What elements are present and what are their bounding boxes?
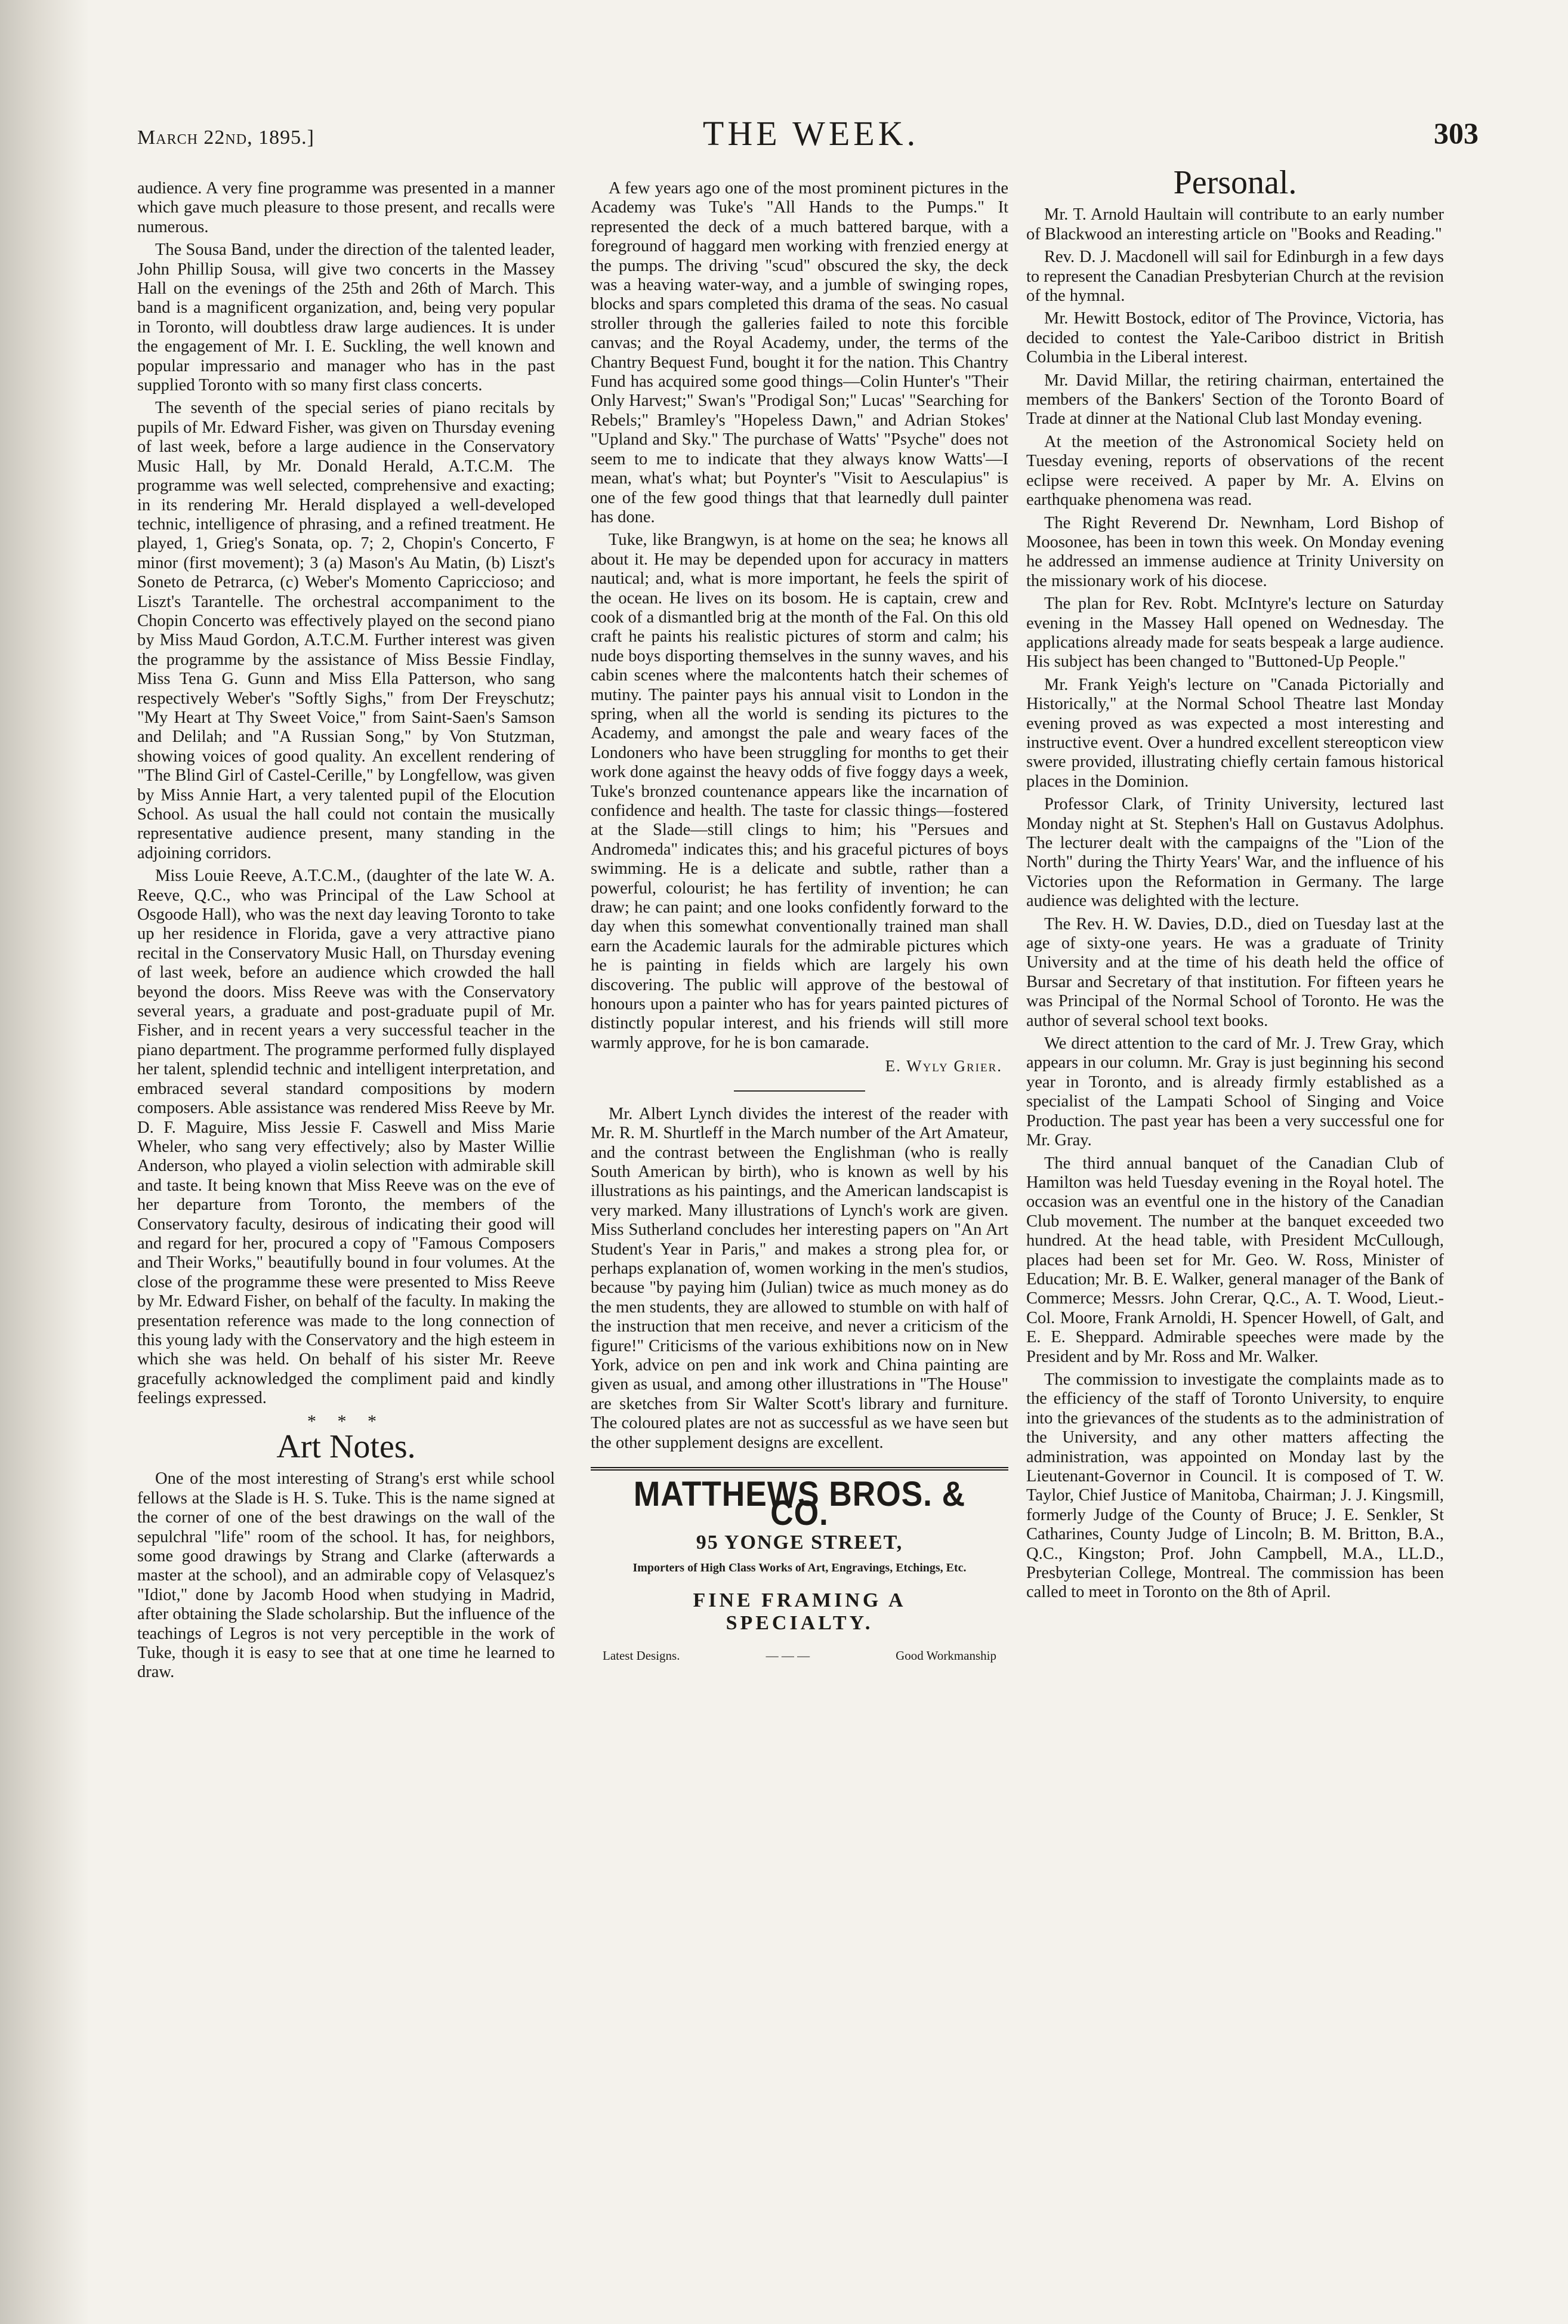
divider-rule — [734, 1090, 865, 1092]
section-divider-stars: * * * — [307, 1411, 385, 1431]
column-left — [137, 179, 555, 1686]
publication-title: THE WEEK. — [702, 114, 919, 153]
article-paragraph: Tuke, like Brangwyn, is at home on the sea; he knows all about it. He may be depended upon for accuracy in matters nautical; and, what is more important, he feels the spirit of the ocean. He lives on its bosom. He is captain, crew and cook of a dismantled brig at the month of the Fal. On this old craft he paints his realistic pictures of storm and calm; his nude boys disporting themselves in the sunny waves, and his cabin scenes where the malcontents hatch their schemes of mutiny. The painter pays his annual visit to London in the spring, when all the world is sending its pictures to the Academy, and amongst the pale and weary faces of the Londoners who have been struggling for months to get their work done against the heavy odds of five foggy days a week, Tuke's bronzed countenance appears like the incarnation of confidence and health. The taste for classic things—fostered at the Slade—still clings to him; his "Persues and Andromeda" indicates this; and his graceful pictures of boys swimming. He is a delicate and subtle, rather than a powerful, colourist; he has fertility of invention; he can draw; he can paint; and one looks confidently forward to the day when this somewhat conventionally trained man shall earn the Academic laurals for the admirable pictures which he is painting in fields which are largely his own discovering. The public will approve of the bestowal of honours upon a painter who has for years painted pictures of distinctly popular interest, and his friends will still more warmly approve, for he is bon camarade. — [591, 531, 1008, 1052]
ad-footer — [597, 1646, 1002, 1665]
column-right — [1026, 164, 1444, 1606]
personal-item: The third annual banquet of the Canadian Club of Hamilton was held Tuesday evening in the Royal hotel. The occasion was an eventful one in the history of the Canadian Club movement. The number at the banquet exceeded two hundred. At the head table, with President McCullough, places had been set for Mr. Geo. W. Ross, Minister of Education; Mr. B. E. Walker, general manager of the Bank of Commerce; Messrs. John Crerar, Q.C., A. T. Wood, Lieut.-Col. Moore, Frank Arnoldi, H. Spencer Howell, of Galt, and E. E. Sheppard. Admirable speeches were made by the President and by Mr. Ross and Mr. Walker. — [1026, 1154, 1444, 1366]
personal-item: Mr. Frank Yeigh's lecture on "Canada Pictorially and Historically," at the Normal School Theatre last Monday evening proved as was expected a most interesting and instructive event. Over a hundred excellent stereopticon view swere provided, illustrating chiefly certain famous historical places in the Dominion. — [1026, 675, 1444, 791]
ad-specialty-line: FINE FRAMING A — [693, 1589, 906, 1611]
personal-item: Mr. David Millar, the retiring chairman, entertained the members of the Bankers' Section of the Toronto Board of Trade at dinner at the National Club last Monday evening. — [1026, 371, 1444, 429]
personal-item: We direct attention to the card of Mr. J. Trew Gray, which appears in our column. Mr. Gray is just beginning his second year in Toronto, and is already firmly established as a specialist of the Lampati School of Singing and Voice Production. The past year has been a very successful one for Mr. Gray. — [1026, 1034, 1444, 1150]
personal-item: Mr. T. Arnold Haultain will contribute to an early number of Blackwood an interesting article on "Books and Reading." — [1026, 205, 1444, 244]
article-paragraph: audience. A very fine programme was presented in a manner which gave much pleasure to those present, and recalls were numerous. — [137, 179, 555, 236]
article-paragraph: The Sousa Band, under the direction of the talented leader, John Phillip Sousa, will give two concerts in the Massey Hall on the evenings of the 25th and 26th of March. This band is a magnificent organization, and, being very popular in Toronto, will doubtless draw large audiences. It is under the engagement of Mr. I. E. Suckling, the well known and popular impressario and manager who has in the past supplied Toronto with so many first class concerts. — [137, 241, 555, 395]
ad-specialty-line: SPECIALTY. — [726, 1612, 873, 1635]
page-number: 303 — [1434, 116, 1479, 150]
author-signature: E. Wyly Grier. — [885, 1057, 1002, 1075]
issue-date: March 22nd, 1895.] — [137, 127, 314, 149]
ad-footer-dashes: — — — — [766, 1648, 810, 1663]
personal-item: The commission to investigate the complaints made as to the efficiency of the staff of Toronto University, to enquire into the grievances of the students as to the administration of the University, and any other matters affecting the administration, was appointed on Monday last by the Lieutenant-Governor in Council. It is composed of T. W. Taylor, Chief Justice of Manitoba, Chairman; J. J. Kingsmill, formerly Judge of the County of Bruce; J. E. Senkler, St Catharines, County Judge of Lincoln; B. M. Britton, B.A., Q.C., Kingston; Prof. John Campbell, M.A., LL.D., Presbyterian College, Montreal. The commission has been called to meet in Toronto on the 8th of April. — [1026, 1370, 1444, 1602]
ad-footer-right: Good Workmanship — [896, 1648, 996, 1663]
personal-item: The Right Reverend Dr. Newnham, Lord Bishop of Moosonee, has been in town this week. On Monday evening he addressed an immense audience at Trinity University on the missionary work of his diocese. — [1026, 513, 1444, 590]
ad-footer-left: Latest Designs. — [603, 1648, 680, 1663]
personal-item: Rev. D. J. Macdonell will sail for Edinburgh in a few days to represent the Canadian Presbyterian Church at the revision of the hymnal. — [1026, 248, 1444, 306]
article-paragraph: One of the most interesting of Strang's erst while school fellows at the Slade is H. S. Tuke. This is the name signed at the corner of one of the best drawings on the wall of the sepulchral "life" room of the school. It has, for neighbors, some good drawings by Strang and Clarke (afterwards a master at the school), and an admirable copy of Velasquez's "Idiot," done by Jacomb Hood when studying in Madrid, after obtaining the Slade scholarship. But the influence of the teachings of Legros is not very perceptible in the work of Tuke, though it is easy to see that at one time he learned to draw. — [137, 1469, 555, 1682]
article-paragraph: The seventh of the special series of piano recitals by pupils of Mr. Edward Fisher, was given on Thursday evening of last week, before a large audience in the Conservatory Music Hall, by Mr. Donald Herald, A.T.C.M. The programme was well selected, comprehensive and exacting; in its rendering Mr. Herald displayed a well-developed technic, intelligence of phrasing, and a refined treatment. He played, 1, Grieg's Sonata, op. 7; 2, Chopin's Concerto, F minor (first movement); 3 (a) Mason's Au Matin, (b) Liszt's Soneto de Petrarca, (c) Weber's Momento Capriccioso; and Liszt's Tarantelle. The orchestral accompaniment to the Chopin Concerto was effectively played on the second piano by Miss Maud Gordon, A.T.C.M. Further interest was given the programme by the assistance of Miss Bessie Findlay, Miss Tena G. Gunn and Miss Ella Patterson, who sang respectively Weber's "Softly Sighs," from Der Freyschutz; "My Heart at Thy Sweet Voice," from Saint-Saen's Samson and Delilah; and "A Russian Song," by Von Stutzman, showing voices of good quality. An excellent rendering of "The Blind Girl of Castel-Cerille," by Longfellow, was given by Miss Annie Hart, a very talented pupil of the Elocution School. As usual the hall could not contain the musically representative audience present, many standing in the adjoining corridors. — [137, 399, 555, 862]
column-middle — [591, 179, 1008, 1678]
binding-shadow — [0, 0, 89, 2324]
article-paragraph: A few years ago one of the most prominent pictures in the Academy was Tuke's "All Hands to the Pumps." It represented the deck of a much battered barque, with a foreground of haggard men working with frenzied energy at the pumps. The driving "scud" obscured the sky, the deck was a heaving water-way, and a jumble of swinging ropes, blocks and spars completed this drama of the seas. No casual stroller through the galleries failed to note this forcible canvas; and the Royal Academy, under, the terms of the Chantry Bequest Fund, bought it for the nation. This Chantry Fund has acquired some good things—Colin Hunter's "Their Only Harvest;" Swan's "Prodigal Son;" Lucas' "Searching for Rebels;" Bramley's "Hopeless Dawn," and Adrian Stokes' "Upland and Sky." The purchase of Watts' "Psyche" does not seem to me to indicate that they always know Watts'—I mean, what's what; but Poynter's "Visit to Aesculapius" is one of the few good things that that learnedly dull painter has done. — [591, 179, 1008, 526]
personal-heading: Personal. — [1173, 164, 1297, 201]
personal-item: The Rev. H. W. Davies, D.D., died on Tuesday last at the age of sixty-one years. He was a graduate of Trinity University and at the time of his death held the office of Bursar and Secretary of that institution. For fifteen years he was Principal of the Normal School of Toronto. He was the author of several school text books. — [1026, 914, 1444, 1030]
personal-item: Mr. Hewitt Bostock, editor of The Province, Victoria, has decided to contest the Yale-Cariboo district in British Columbia in the Liberal interest. — [1026, 309, 1444, 367]
article-paragraph: Miss Louie Reeve, A.T.C.M., (daughter of the late W. A. Reeve, Q.C., who was Principal of the Law School at Osgoode Hall), who was the next day leaving Toronto to take up her residence in Florida, gave a very attractive piano recital in the Conservatory Music Hall, on Thursday evening of last week, before an audience which crowded the hall beyond the doors. Miss Reeve was with the Conservatory several years, a graduate and post-graduate pupil of Mr. Fisher, and in recent years a very successful teacher in the piano department. The programme performed fully displayed her talent, splendid technic and intelligent interpretation, and embraced several standard compositions by modern composers. Able assistance was rendered Miss Reeve by Mr. D. F. Maguire, Miss Jessie F. Caswell and Miss Marie Wheler, who sang very effectively; also by Master Willie Anderson, who played a violin selection with admirable skill and taste. It being known that Miss Reeve was on the eve of her departure from Toronto, the members of the Conservatory faculty, desirous of indicating their good will and regard for her, procured a copy of "Famous Composers and Their Works," beautifully bound in four volumes. At the close of the programme these were presented to Miss Reeve by Mr. Edward Fisher, on behalf of the faculty. In making the presentation reference was made to the long connection of this young lady with the Conservatory and the high esteem in which she was held. On behalf of his sister Mr. Reeve gracefully acknowledged the compliment paid and kindly feelings expressed. — [137, 867, 555, 1408]
personal-item: The plan for Rev. Robt. McIntyre's lecture on Saturday evening in the Massey Hall opened on Wednesday. The applications already made for seats bespeak a large audience. His subject has been changed to "Buttoned-Up People." — [1026, 594, 1444, 671]
page-header — [131, 113, 1490, 161]
article-paragraph: Mr. Albert Lynch divides the interest of the reader with Mr. R. M. Shurtleff in the March number of the Art Amateur, and the contrast between the Englishman (who is really South American by birth), who is known as well by his illustrations as his paintings, and the American landscapist is very marked. Many illustrations of Lynch's work are given. Miss Sutherland concludes her interesting papers on "An Art Student's Year in Paris," and makes a strong plea for, or perhaps explanation of, women working in the men's studios, because "by paying him (Julian) twice as much money as do the men students, they are allowed to stumble on with half of the instruction that men receive, and never a criticism of the figure!" Criticisms of the various exhibitions now on in New York, advice on pen and ink work and China painting are given as usual, and among other illustrations in "The House" are sketches from Sir Walter Scott's library and furniture. The coloured plates are not as successful as we have seen but the other supplement designs are excellent. — [591, 1104, 1008, 1452]
advertiser-name: MATTHEWS BROS. & CO. — [633, 1475, 966, 1533]
advertiser-address: 95 YONGE STREET, — [696, 1531, 903, 1554]
personal-item: Professor Clark, of Trinity University, lectured last Monday night at St. Stephen's Hall on Gustavus Adolphus. The lecturer dealt with the campaigns of the "Lion of the North" during the Thirty Years' War, and the influence of his Victories upon the Reformation in Germany. The large audience was delighted with the lecture. — [1026, 795, 1444, 911]
personal-item: At the meetion of the Astronomical Society held on Tuesday evening, reports of observations of the recent eclipse were received. A paper by Mr. A. Elvins on earthquake phenomena was read. — [1026, 432, 1444, 510]
advertisement — [591, 1467, 1008, 1678]
advertiser-description: Importers of High Class Works of Art, Engravings, Etchings, Etc. — [632, 1561, 967, 1575]
art-notes-heading: Art Notes. — [276, 1428, 416, 1465]
